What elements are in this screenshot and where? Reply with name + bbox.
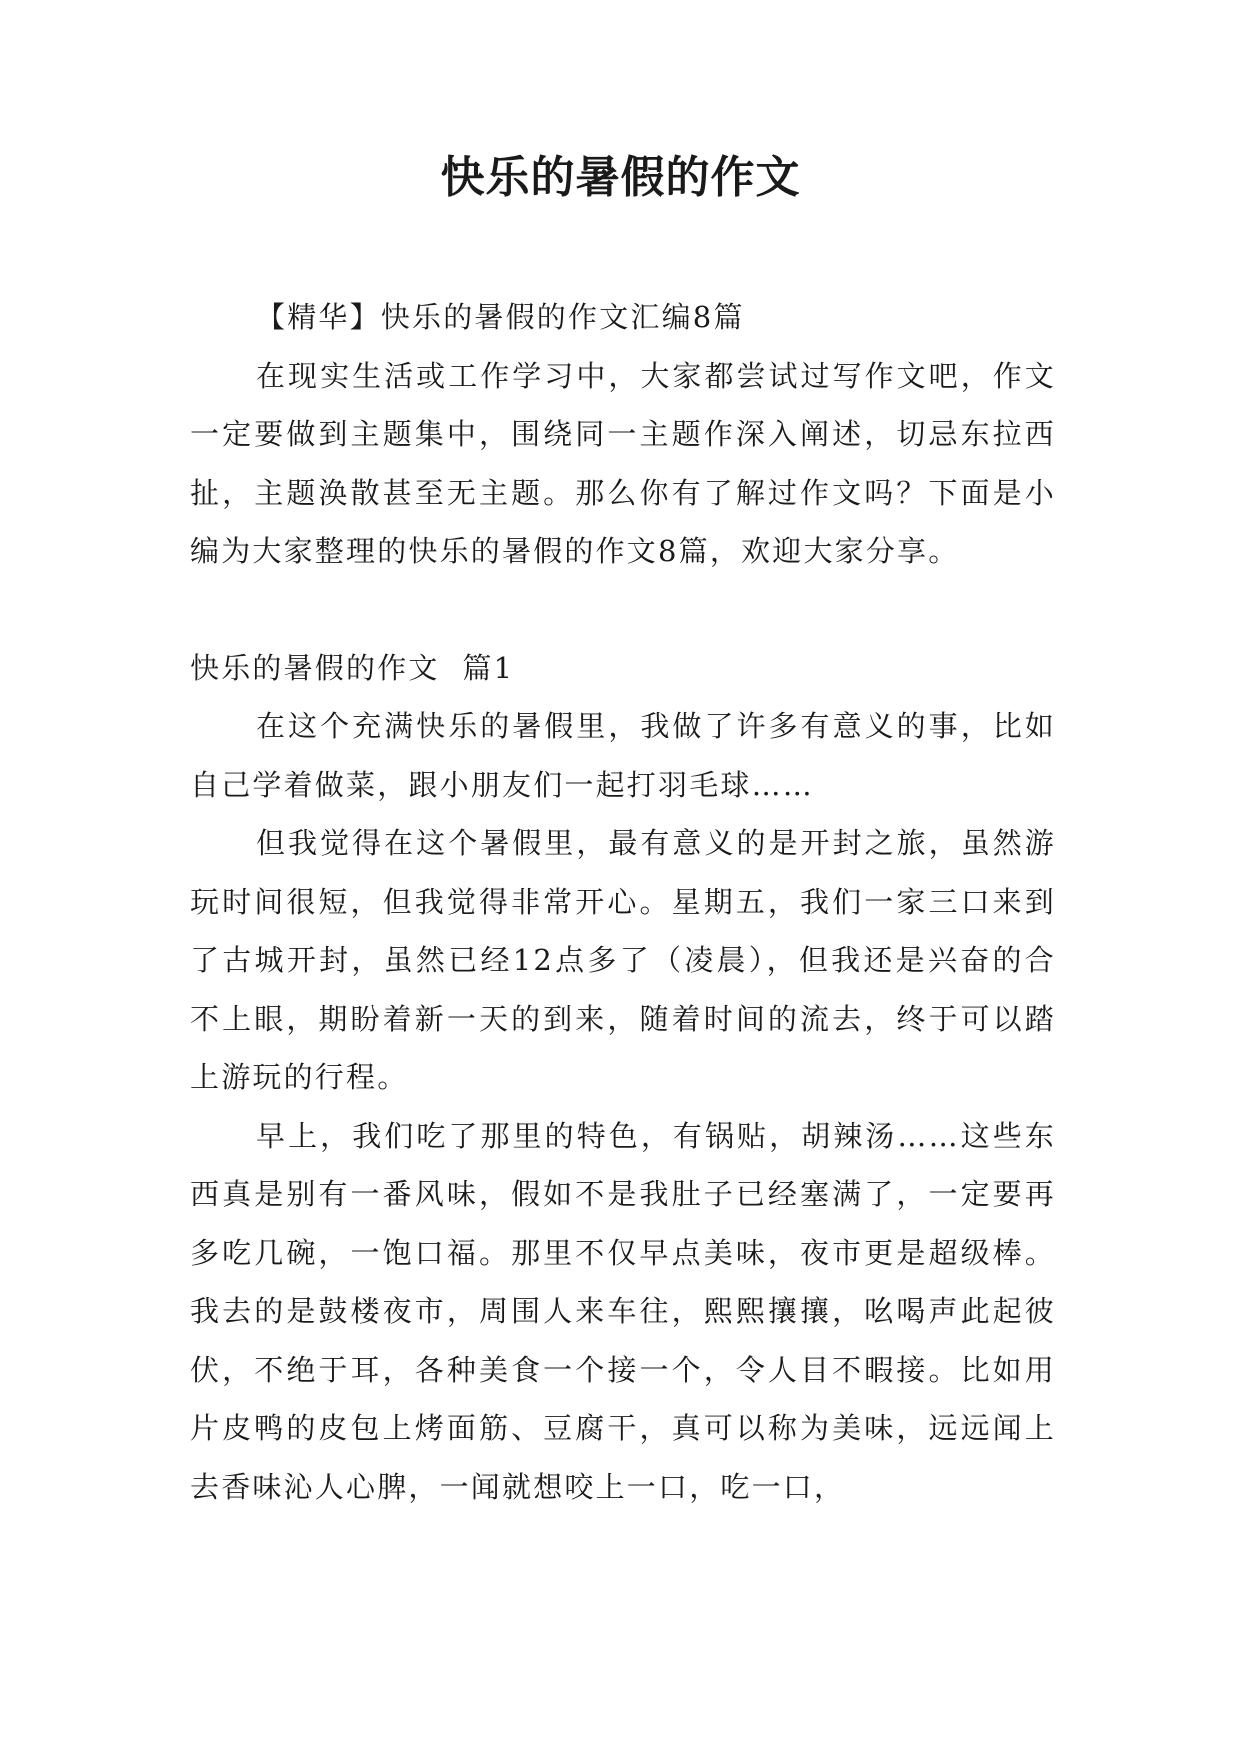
intro-paragraph: 在现实生活或工作学习中，大家都尝试过写作文吧，作文一定要做到主题集中，围绕同一主题作深入阐述，切忌东拉西扯，主题涣散甚至无主题。那么你有了解过作文吗？下面是小编为大家整理的快乐的暑假的作文8篇，欢迎大家分享。: [190, 358, 1056, 568]
document-title: 快乐的暑假的作文: [440, 152, 801, 203]
body-paragraph: 早上，我们吃了那里的特色，有锅贴，胡辣汤……这些东西真是别有一番风味，假如不是我肚子已经塞满了，一定要再多吃几碗，一饱口福。那里不仅早点美味，夜市更是超级棒。我去的是鼓楼夜市，周围人来车往，熙熙攘攘，吆喝声此起彼伏，不绝于耳，各种美食一个接一个，令人目不暇接。比如用片皮鸭的皮包上烤面筋、豆腐干，真可以称为美味，远远闻上去香味沁人心脾，一闻就想咬上一口，吃一口，: [190, 1118, 1056, 1504]
body-paragraph: 在这个充满快乐的暑假里，我做了许多有意义的事，比如自己学着做菜，跟小朋友们一起打羽毛球……: [190, 709, 1056, 802]
document-subtitle: 【精华】快乐的暑假的作文汇编8篇: [256, 300, 745, 334]
section-heading: 快乐的暑假的作文 篇1: [190, 650, 515, 685]
document-body: [190, 288, 1056, 1516]
body-paragraph: 但我觉得在这个暑假里，最有意义的是开封之旅，虽然游玩时间很短，但我觉得非常开心。星期五，我们一家三口来到了古城开封，虽然已经12点多了（凌晨），但我还是兴奋的合不上眼，期盼着新一天的到来，随着时间的流去，终于可以踏上游玩的行程。: [190, 826, 1056, 1094]
section-spacer: [190, 581, 1056, 639]
